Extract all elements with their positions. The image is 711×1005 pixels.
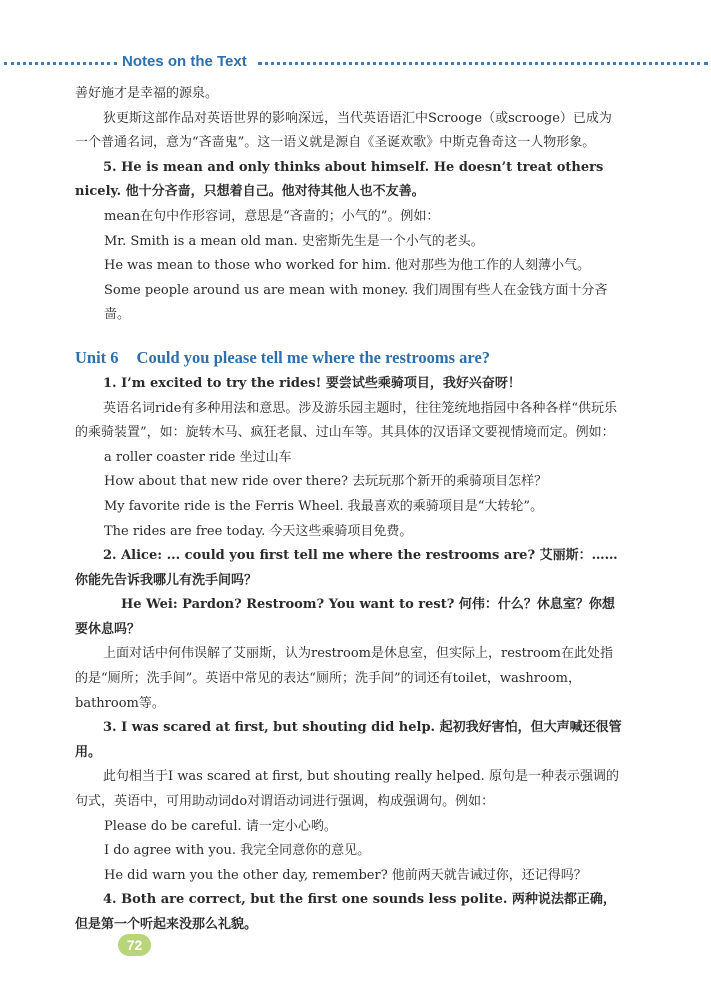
page-header (0, 52, 711, 74)
header-dotted-rule-right (258, 62, 708, 65)
example-sentence: My favorite ride is the Ferris Wheel. 我最喜欢的乘骑项目是“大转轮”。 (104, 498, 544, 514)
note-heading: 5. He is mean and only thinks about himself. He doesn’t treat others nicely. 他十分吝啬，只想着自己。他对待其他人也不友善。 (75, 159, 604, 200)
note-heading: 3. I was scared at first, but shouting did help. 起初我好害怕，但大声喊还很管用。 (75, 720, 622, 760)
header-dotted-rule-left (4, 62, 117, 65)
example-sentence: I do agree with you. 我完全同意你的意见。 (104, 843, 371, 859)
paragraph: 善好施才是幸福的源泉。 (75, 86, 219, 101)
unit-heading (75, 346, 623, 370)
paragraph: 英语名词ride有多种用法和意思。涉及游乐园主题时，往往笼统地指园中各种各样“供玩乐的乘骑装置”，如：旋转木马、疯狂老鼠、过山车等。其具体的汉语译文要视情境而定。例如： (75, 400, 618, 441)
example-sentence: Some people around us are mean with money. 我们周围有些人在金钱方面十分吝啬。 (104, 282, 608, 323)
example-sentence: Mr. Smith is a mean old man. 史密斯先生是一个小气的老头。 (104, 233, 484, 249)
example-sentence: The rides are free today. 今天这些乘骑项目免费。 (104, 523, 413, 539)
header-title: Notes on the Text (122, 53, 247, 70)
note-heading: He Wei: Pardon? Restroom? You want to rest? 何伟：什么？休息室？你想要休息吗？ (75, 597, 615, 637)
note-heading: 4. Both are correct, but the first one sounds less polite. 两种说法都正确，但是第一个听起来没那么礼貌。 (75, 892, 616, 932)
example-sentence: He was mean to those who worked for him. 他对那些为他工作的人刻薄小气。 (104, 258, 590, 274)
unit-title: Could you please tell me where the restrooms are? (136, 347, 491, 367)
example-sentence: How about that new ride over there? 去玩玩那个新开的乘骑项目怎样？ (104, 474, 548, 490)
example-sentence: Please do be careful. 请一定小心哟。 (104, 818, 337, 834)
example-sentence: He did warn you the other day, remember? 他前两天就告诫过你，还记得吗？ (104, 867, 587, 883)
paragraph: 狄更斯这部作品对英语世界的影响深远，当代英语语汇中Scrooge（或scrooge）已成为一个普通名词，意为“吝啬鬼”。这一语义就是源自《圣诞欢歌》中斯克鲁奇这一人物形象。 (75, 110, 612, 151)
paragraph: mean在句中作形容词，意思是“吝啬的；小气的”。例如： (104, 208, 440, 224)
page-content (75, 82, 623, 938)
note-heading: 1. I’m excited to try the rides! 要尝试些乘骑项目，我好兴奋呀！ (103, 375, 521, 391)
example-sentence: a roller coaster ride 坐过山车 (104, 449, 292, 465)
page-number-badge: 72 (118, 934, 151, 956)
note-heading: 2. Alice: ... could you first tell me where the restrooms are? 艾丽斯：……你能先告诉我哪儿有洗手间吗？ (75, 548, 618, 588)
paragraph: 此句相当于I was scared at first, but shouting really helped. 原句是一种表示强调的句式，英语中，可用助动词do对谓语动词进行强调，构成强调句。例如： (75, 769, 619, 810)
unit-number: Unit 6 (75, 347, 119, 367)
paragraph: 上面对话中何伟误解了艾丽斯，认为restroom是休息室，但实际上，restroom在此处指的是“厕所；洗手间”。英语中常见的表达“厕所；洗手间”的词还有toilet，washroom，bathroom等。 (75, 646, 613, 711)
